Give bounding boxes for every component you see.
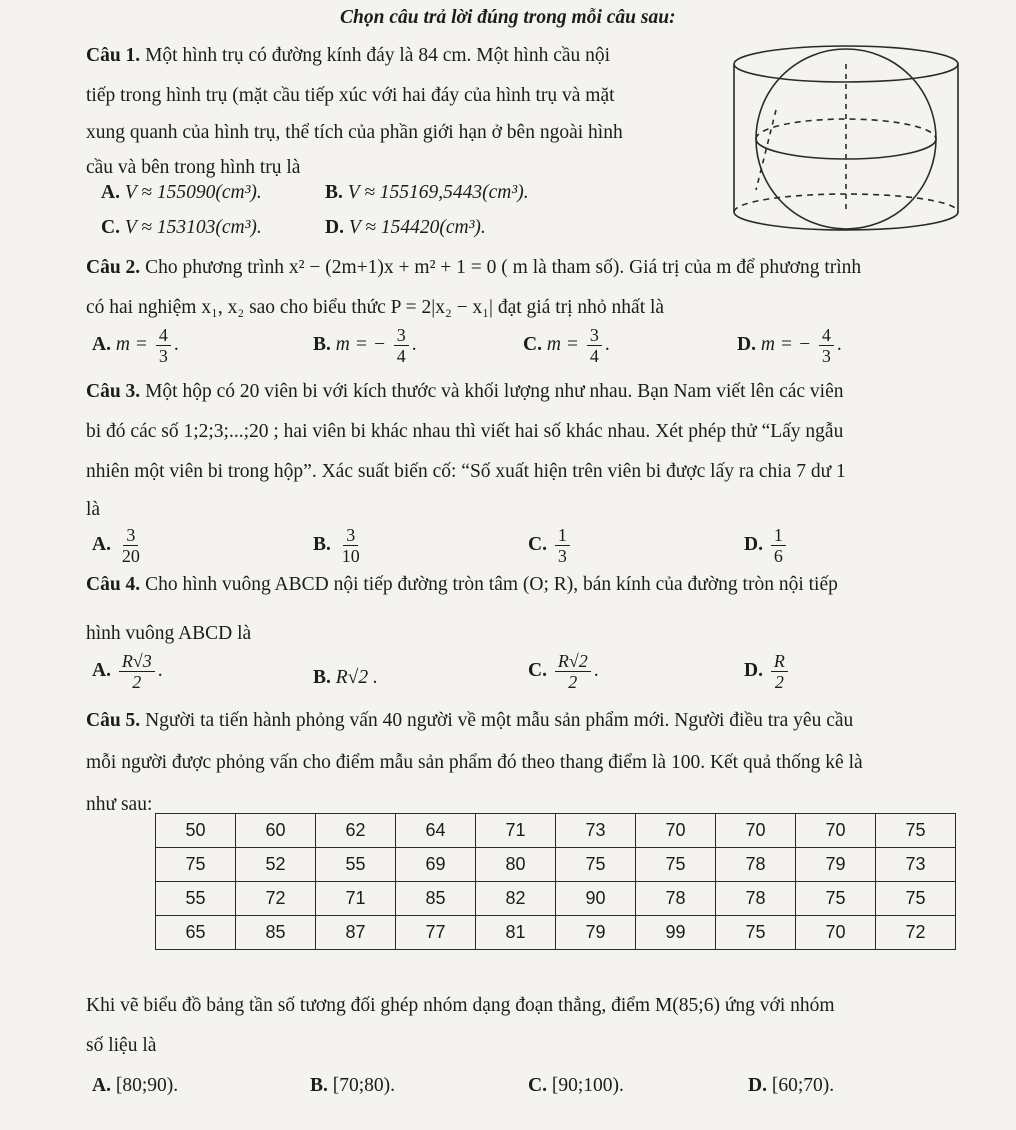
table-cell: 75 [556,848,636,882]
table-cell: 75 [796,882,876,916]
table-cell: 75 [636,848,716,882]
q2-label: Câu 2. [86,257,141,278]
table-cell: 71 [476,814,556,848]
q5-line-1: Câu 5. Người ta tiến hành phỏng vấn 40 người về một mẫu sản phẩm mới. Người điều tra yêu cầu [86,710,854,731]
q4-option-d[interactable]: D. $\frac{R}{2}$ [744,652,791,691]
table-cell: 52 [236,848,316,882]
q5-option-b[interactable]: B. [70;80). [310,1075,396,1096]
table-cell: 73 [876,848,956,882]
q3-option-d[interactable]: D. $\frac{1}{6}$ [744,526,789,565]
score-table [155,813,956,950]
q5-line-2: mỗi người được phỏng vấn cho điểm mẫu sản phẩm đó theo thang điểm là 100. Kết quả thống kê là [86,752,863,773]
q5-option-a[interactable]: A. [80;90). [92,1075,179,1096]
q3-line-2: bi đó các số 1;2;3;...;20 ; hai viên bi khác nhau thì viết hai số khác nhau. Xét phép thử “Lấy ngẫu [86,421,844,442]
table-cell: 65 [156,916,236,950]
table-cell: 72 [236,882,316,916]
table-row [156,848,956,882]
table-cell: 99 [636,916,716,950]
table-cell: 75 [876,882,956,916]
q5-label: Câu 5. [86,710,141,731]
table-cell: 62 [316,814,396,848]
q5-option-d[interactable]: D. [60;70). [748,1075,835,1096]
table-cell: 70 [716,814,796,848]
q2-option-b[interactable]: B. m = − $\frac{3}{4}$ . [313,325,417,366]
q1-label: Câu 1. [86,45,141,66]
table-cell: 70 [796,814,876,848]
table-cell: 82 [476,882,556,916]
q2-option-d[interactable]: D. m = − $\frac{4}{3}$ . [737,325,842,366]
cylinder-bottom-front [734,212,958,230]
q3-label: Câu 3. [86,381,141,402]
table-cell: 90 [556,882,636,916]
table-cell: 75 [716,916,796,950]
q4-option-c[interactable]: C. $\frac{R√2}{2}$ . [528,651,599,692]
q3-option-b[interactable]: B. $\frac{3}{10}$ [313,525,360,566]
table-cell: 85 [236,916,316,950]
q1-option-c[interactable]: C. V ≈ 153103(cm³). [101,217,262,238]
table-cell: 75 [156,848,236,882]
q5-after-line-2: số liệu là [86,1035,157,1056]
table-cell: 64 [396,814,476,848]
table-cell: 50 [156,814,236,848]
table-cell: 78 [716,882,796,916]
q3-line-1: Câu 3. Một hộp có 20 viên bi với kích thước và khối lượng như nhau. Bạn Nam viết lên các viên [86,381,844,402]
table-cell: 73 [556,814,636,848]
table-row [156,882,956,916]
q4-line-1: Câu 4. Cho hình vuông ABCD nội tiếp đường tròn tâm (O; R), bán kính của đường tròn nội tiếp [86,574,838,595]
q3-option-c[interactable]: C. $\frac{1}{3}$ [528,526,573,565]
q1-option-b[interactable]: B. V ≈ 155169,5443(cm³). [325,182,529,203]
table-cell: 72 [876,916,956,950]
q3-option-a[interactable]: A. $\frac{3}{20}$ [92,525,140,566]
table-cell: 79 [796,848,876,882]
q1-option-a[interactable]: A. V ≈ 155090(cm³). [101,182,262,203]
cylinder-sphere-figure [716,40,1006,236]
table-row [156,814,956,848]
q2-line-1: Câu 2. Cho phương trình x² − (2m+1)x + m² + 1 = 0 ( m là tham số). Giá trị của m để phương trình [86,257,862,278]
table-cell: 85 [396,882,476,916]
q5-line-3: như sau: [86,794,153,815]
q2-option-c[interactable]: C. m = $\frac{3}{4}$ . [523,325,610,366]
q1-line-4: cầu và bên trong hình trụ là [86,157,301,178]
table-cell: 77 [396,916,476,950]
q3-line-4: là [86,499,101,520]
table-cell: 71 [316,882,396,916]
q5-option-c[interactable]: C. [90;100). [528,1075,624,1096]
table-cell: 60 [236,814,316,848]
q1-line-1: Câu 1. Một hình trụ có đường kính đáy là 84 cm. Một hình cầu nội [86,45,611,66]
table-cell: 78 [716,848,796,882]
q4-option-a[interactable]: A. $\frac{R√3}{2}$ . [92,651,163,692]
table-cell: 55 [316,848,396,882]
table-cell: 70 [636,814,716,848]
table-cell: 75 [876,814,956,848]
q2-line-2: có hai nghiệm x₁, x₂ sao cho biểu thức P = 2|x₂ − x₁| đạt giá trị nhỏ nhất là [86,297,665,318]
q3-line-3: nhiên một viên bi trong hộp”. Xác suất biến cố: “Số xuất hiện trên viên bi được lấy ra chia 7 dư 1 [86,461,846,482]
table-cell: 70 [796,916,876,950]
q2-option-a[interactable]: A. m = $\frac{4}{3}$ . [92,325,179,366]
q4-option-b[interactable]: B. R√2 . [313,667,378,688]
table-cell: 81 [476,916,556,950]
q4-line-2: hình vuông ABCD là [86,623,252,644]
q1-line-2: tiếp trong hình trụ (mặt cầu tiếp xúc với hai đáy của hình trụ và mặt [86,85,615,106]
table-cell: 80 [476,848,556,882]
table-cell: 69 [396,848,476,882]
table-cell: 87 [316,916,396,950]
q5-after-line-1: Khi vẽ biểu đồ bảng tần số tương đối ghép nhóm dạng đoạn thẳng, điểm M(85;6) ứng với nhóm [86,995,835,1016]
table-cell: 78 [636,882,716,916]
table-cell: 55 [156,882,236,916]
q1-option-d[interactable]: D. V ≈ 154420(cm³). [325,217,486,238]
section-heading: Chọn câu trả lời đúng trong mỗi câu sau: [340,7,676,28]
q4-label: Câu 4. [86,574,141,595]
table-cell: 79 [556,916,636,950]
q1-line-3: xung quanh của hình trụ, thể tích của phần giới hạn ở bên ngoài hình [86,122,623,143]
table-row [156,916,956,950]
